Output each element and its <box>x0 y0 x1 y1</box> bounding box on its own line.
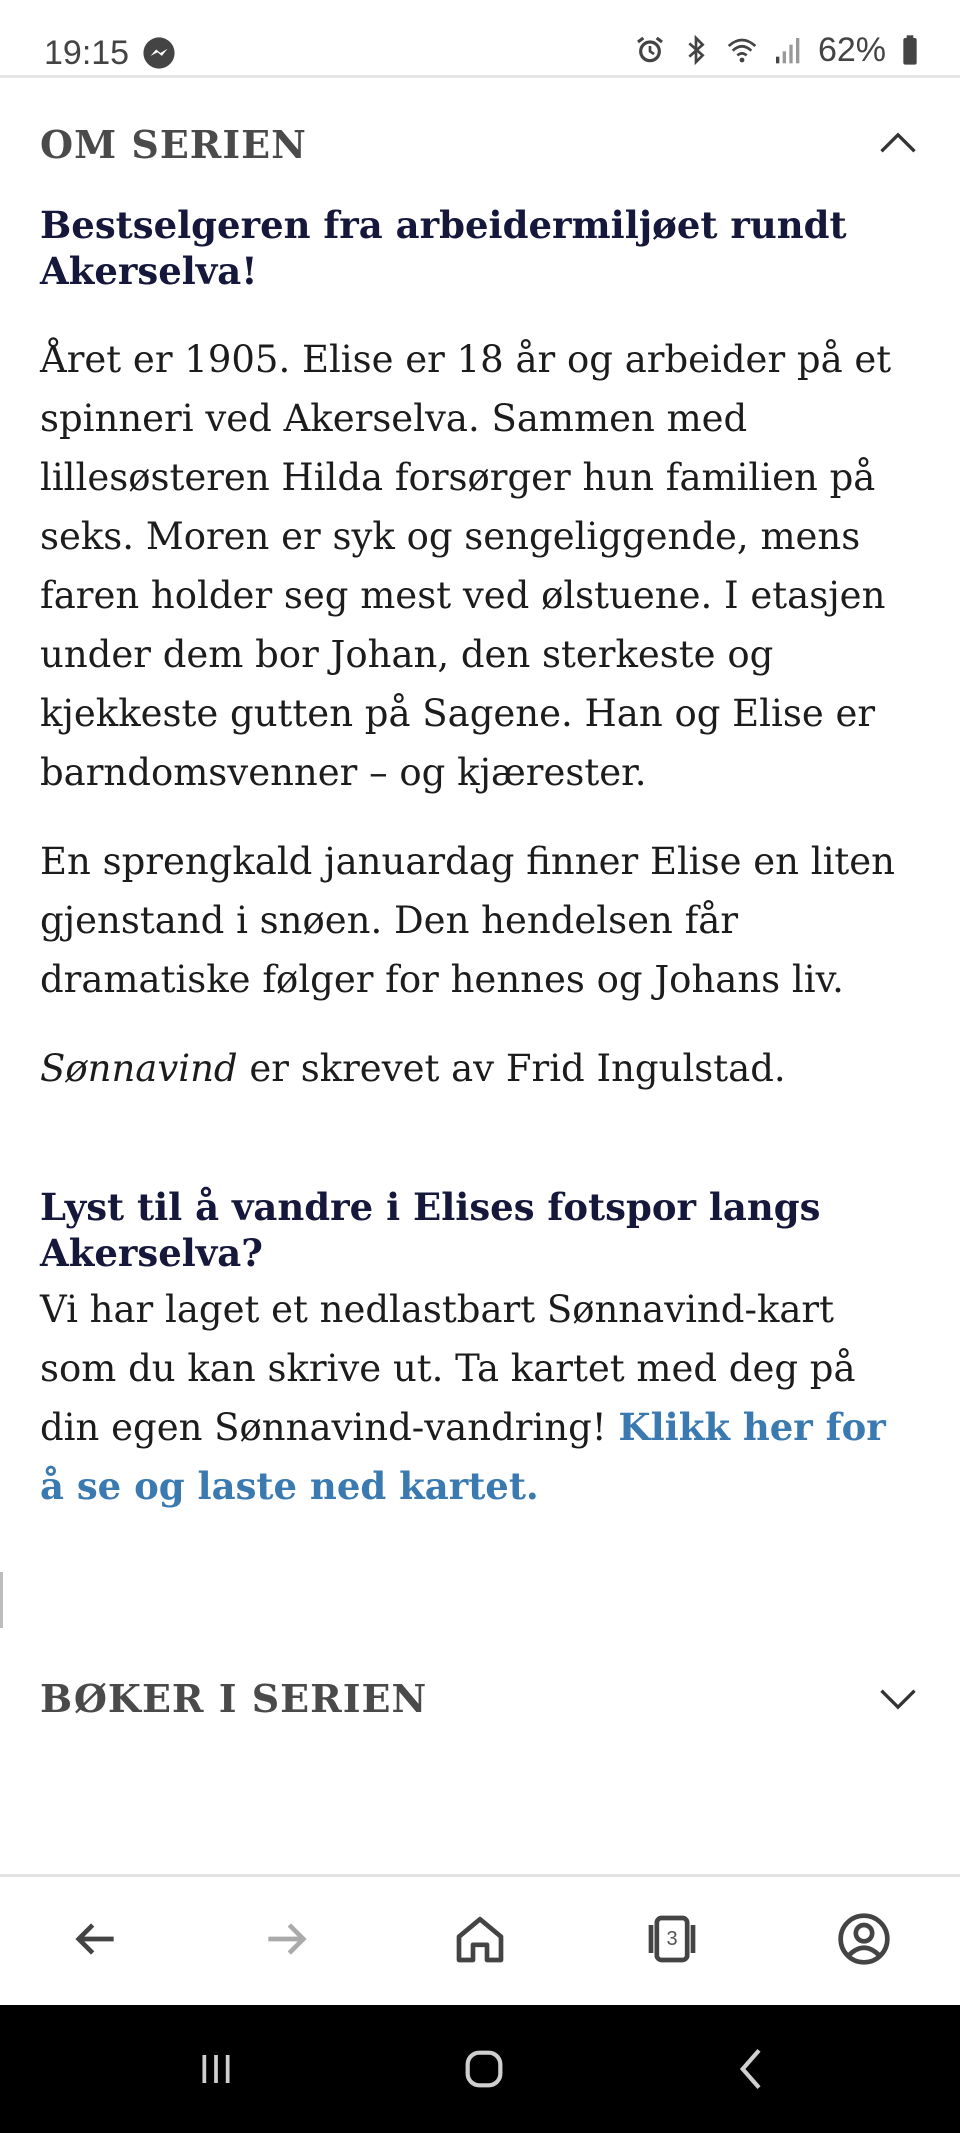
wifi-icon <box>726 34 758 66</box>
chevron-down-icon[interactable] <box>876 1676 920 1720</box>
series-name: Sønnavind <box>40 1047 238 1090</box>
series-description: Året er 1905. Elise er 18 år og arbeider på et spinneri ved Akerselva. Sammen med lillesøsteren Hilda forsørger hun familien på seks. Moren er syk og sengeliggende, mens faren holder seg mest ved ølstuene. I etasjen under dem bor Johan, den sterkeste og kjekkeste gutten på Sagene. Han og Elise er barndomsvenner – og kjærester. <box>40 338 892 794</box>
system-home-button[interactable] <box>444 2033 524 2105</box>
om-serien-content <box>40 202 920 1516</box>
map-text: Vi har laget et nedlastbart Sønnavind-kart som du kan skrive ut. Ta kartet med deg på din egen Sønnavind-vandring! <box>40 1288 856 1449</box>
alarm-icon <box>634 34 666 66</box>
system-back-button[interactable] <box>712 2033 792 2105</box>
boker-i-serien-header[interactable] <box>0 1650 960 1746</box>
home-icon <box>452 1911 508 1967</box>
battery-percent: 62% <box>817 30 886 69</box>
download-map-link[interactable]: Klikk her for å se og laste ned kartet. <box>40 1405 886 1508</box>
forward-button[interactable] <box>247 1899 327 1979</box>
om-serien-header[interactable] <box>0 96 960 192</box>
messenger-icon <box>142 36 176 70</box>
status-icons <box>634 30 920 70</box>
map-section <box>40 1184 920 1516</box>
home-circle-icon <box>456 2041 512 2097</box>
scroll-edge-marker <box>0 1572 3 1628</box>
status-bar <box>0 0 960 78</box>
map-heading: Lyst til å vandre i Elises fotspor langs Akerselva? <box>40 1185 821 1275</box>
account-icon <box>836 1911 892 1967</box>
recent-apps-button[interactable] <box>176 2033 256 2105</box>
series-tagline: Bestselgeren fra arbeidermiljøet rundt Akerselva! <box>40 203 847 293</box>
battery-icon <box>900 34 920 66</box>
tabs-button[interactable] <box>632 1899 712 1979</box>
tabs-count: 3 <box>666 1927 678 1950</box>
back-icon <box>724 2041 780 2097</box>
home-button[interactable] <box>440 1899 520 1979</box>
om-serien-title: OM SERIEN <box>40 121 307 167</box>
system-navigation-bar <box>0 2005 960 2133</box>
signal-icon <box>772 34 804 66</box>
account-button[interactable] <box>824 1899 904 1979</box>
status-time: 19:15 <box>44 34 130 72</box>
forward-arrow-icon <box>259 1911 315 1967</box>
chevron-up-icon[interactable] <box>876 122 920 166</box>
bluetooth-icon <box>680 34 712 66</box>
back-button[interactable] <box>55 1899 135 1979</box>
map-description <box>40 1280 920 1516</box>
series-plot: En sprengkald januardag finner Elise en liten gjenstand i snøen. Den hendelsen får dramatiske følger for hennes og Johans liv. <box>40 840 896 1001</box>
recent-apps-icon <box>188 2041 244 2097</box>
back-arrow-icon <box>67 1911 123 1967</box>
browser-toolbar <box>0 1874 960 2004</box>
author-line: er skrevet av Frid Ingulstad. <box>237 1047 786 1090</box>
series-author <box>40 1039 920 1098</box>
boker-i-serien-title: BØKER I SERIEN <box>40 1675 428 1721</box>
